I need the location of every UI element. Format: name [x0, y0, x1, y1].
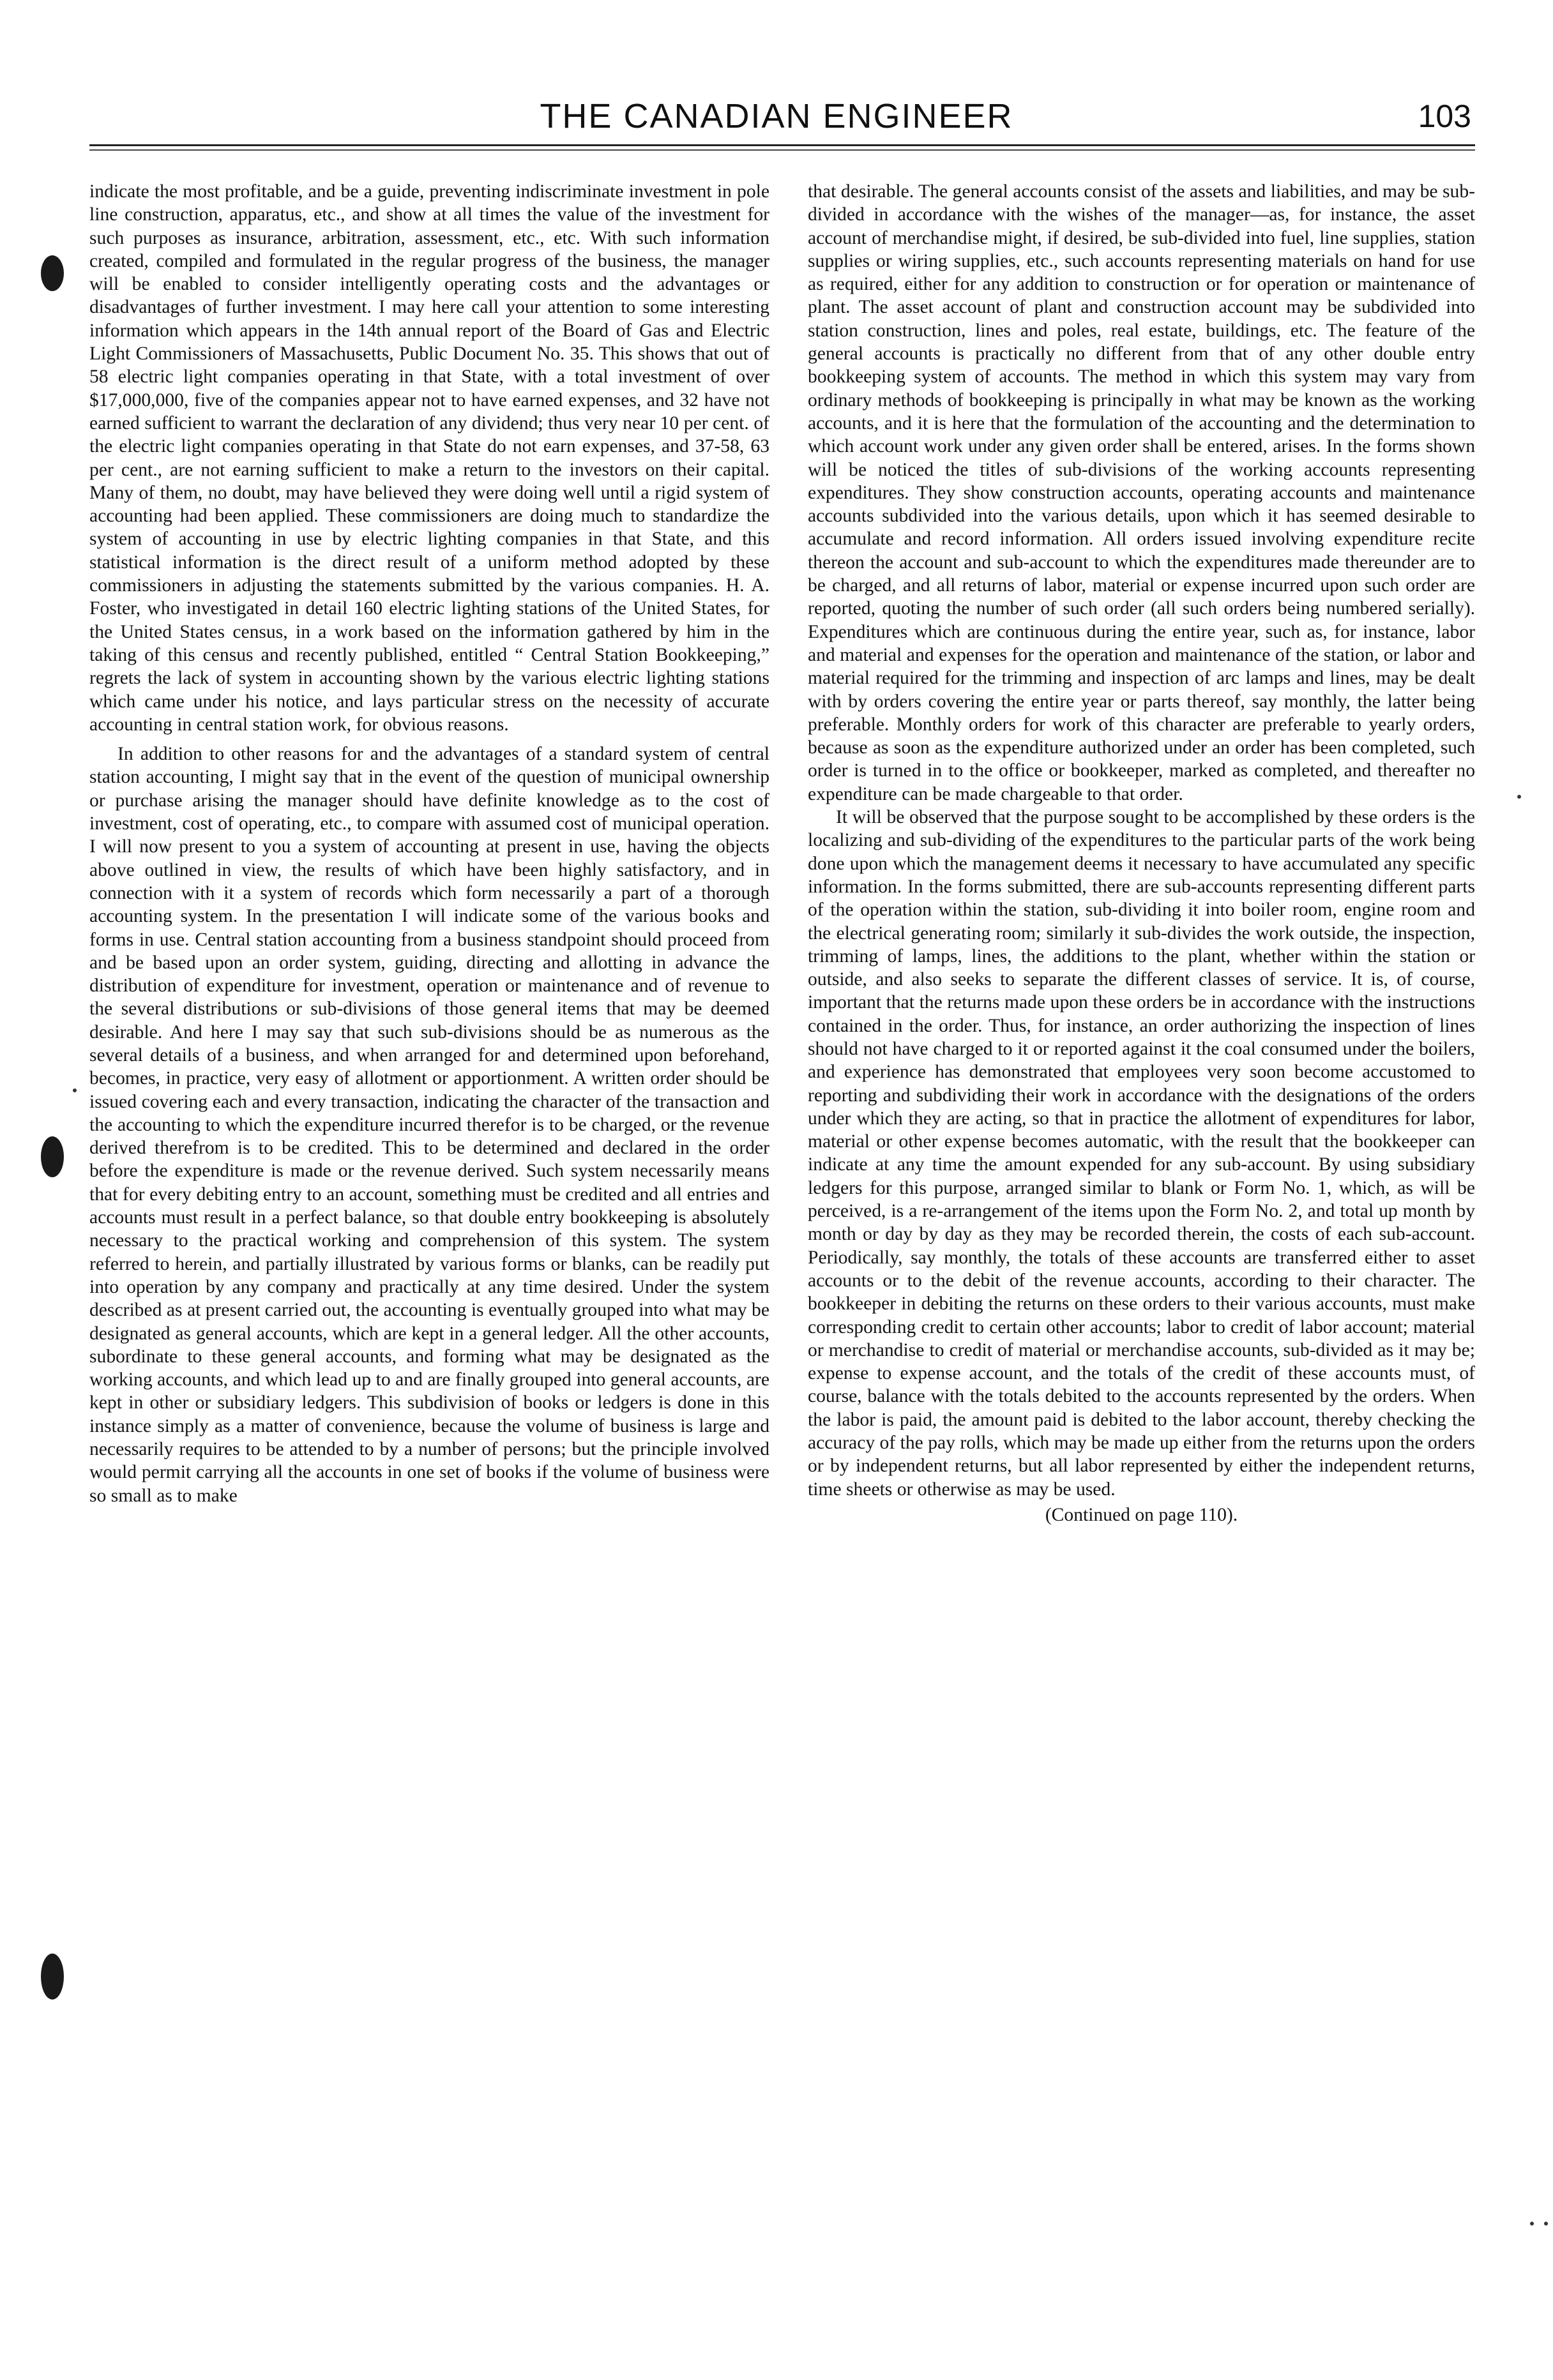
stray-mark — [1530, 2222, 1534, 2226]
stray-mark — [1517, 795, 1521, 799]
body-paragraph: that desirable. The general accounts consist of the assets and liabilities, and may be sub-divided in accordance with the wishes of the manager—as, for instance, the asset account of merchandise might, if desired, be sub-divided into fuel, line supplies, station supplies or wiring supplies, etc., such accounts representing materials on hand for use as required, either for any addition to construction or for operation or maintenance of plant. The asset account of plant and construction account may be subdivided into station construction, lines and poles, real estate, buildings, etc. The feature of the general accounts is practically no different from that of any other double entry bookkeeping system of accounts. The method in which this system may vary from ordinary methods of bookkeeping is principally in what may be known as the working accounts, and it is here that the formulation of the accounting and the determination to which account work under any given order shall be entered, arises. In the forms shown will be noticed the titles of sub-divisions of the working accounts representing expenditures. They show construction accounts, operating accounts and maintenance accounts subdivided into the various details, upon which it has seemed desirable to accumulate and record information. All orders issued involving expenditure recite thereon the account and sub-account to which the expenditures made thereunder are to be charged, and all returns of labor, material or expense incurred upon such order are reported, quoting the number of such order (all such orders being numbered serially). Expenditures which are continuous during the entire year, such as, for instance, labor and material and expenses for the operation and maintenance of the station, or labor and material required for the trimming and inspection of arc lamps and lines, may be dealt with by orders covering the entire year or parts thereof, say monthly, the latter being preferable. Monthly orders for work of this character are preferable to yearly orders, because as soon as the expenditure authorized under an order has been completed, such order is turned in to the office or bookkeeper, marked as completed, and thereafter no expenditure can be made chargeable to that order. — [808, 181, 1475, 804]
stray-mark — [1544, 2222, 1548, 2226]
journal-title: THE CANADIAN ENGINEER — [540, 97, 1013, 135]
binding-hole — [41, 1136, 64, 1177]
binding-hole — [41, 1954, 64, 2000]
body-paragraph: In addition to other reasons for and the advantages of a standard system of central station accounting, I might say that in the event of the question of municipal ownership or purchase arising the manager should have definite knowledge as to the cost of investment, cost of operating, etc., to compare with assumed cost of municipal operation. I will now present to you a system of accounting at present in use, having the objects above outlined in view, the results of which have been highly satisfactory, and in connection with it a system of records which form necessarily a part of a thorough accounting system. In the presentation I will indicate some of the various books and forms in use. Central station accounting from a business standpoint should proceed from and be based upon an order system, guiding, directing and allotting in advance the distribution of expenditure for investment, operation or maintenance and of revenue to the several distributions or sub-divisions of those general items that may be deemed desirable. And here I may say that such sub-divisions should be as numerous as the several details of a business, and when arranged for and determined upon beforehand, becomes, in practice, very easy of allotment or apportionment. A written order should be issued covering each and every transaction, indicating the character of the transaction and the accounting to which the expenditure incurred therefor is to be charged, or the revenue derived therefrom is to be credited. This to be determined and declared in the order before the expenditure is made or the revenue derived. Such system necessarily means that for every debiting entry to an account, something must be credited and all entries and accounts must result in a perfect balance, so that double entry bookkeeping is absolutely necessary to the practical working and comprehension of this system. The system referred to herein, and partially illustrated by various forms or blanks, can be readily put into operation by any company and practically at any time desired. Under the system described as at present carried out, the accounting is eventually grouped into what may be designated as general accounts, which are kept in a general ledger. All the other accounts, subordinate to these general accounts, and forming what may be designated as the working accounts, and which lead up to and are finally grouped into general accounts, are kept in other or subsidiary ledgers. This subdivision of books or ledgers is done in this instance simply as a matter of convenience, because the volume of business is large and necessarily requires to be attended to by a number of persons; but the principle involved would permit carrying all the accounts in one set of books if the volume of business were so small as to make — [89, 744, 769, 1506]
header-rule — [89, 144, 1475, 146]
page-number: 103 — [1418, 98, 1471, 134]
left-column — [89, 180, 769, 2344]
running-head — [0, 96, 1553, 137]
body-paragraph: It will be observed that the purpose sought to be accomplished by these orders is the localizing and sub-dividing of the expenditures to the particular parts of the work being done upon which the management deems it necessary to have accumulated any specific information. In the forms submitted, there are sub-accounts representing different parts of the operation within the station, sub-dividing it into boiler room, engine room and the electrical generating room; similarly it sub-divides the work outside, the inspection, trimming of lamps, lines, the additions to the plant, whether within the station or outside, and also seeks to separate the different classes of service. It is, of course, important that the returns made upon these orders be in accordance with the instructions contained in the order. Thus, for instance, an order authorizing the inspection of lines should not have charged to it or reported against it the coal consumed under the boilers, and experience has demonstrated that employees very soon become accustomed to reporting and subdividing their work in accordance with the designations of the orders under which they are acting, so that in practice the allotment of expenditures for labor, material or other expense becomes automatic, with the result that the bookkeeper can indicate at any time the amount expended for any sub-account. By using subsidiary ledgers for this purpose, arranged similar to blank or Form No. 1, which, as will be perceived, is a re-arrangement of the items upon the Form No. 2, and total up month by month or day by day as they may be recorded therein, the costs of each sub-account. Periodically, say monthly, the totals of these accounts are transferred either to asset accounts or to the debit of the revenue accounts, according to their character. The bookkeeper in debiting the returns on these orders to their various accounts, must make corresponding credit to certain other accounts; labor to credit of labor account; material or merchandise to credit of material or merchandise accounts, sub-divided as it may be; expense to expense account, and the totals of the credit of these accounts must, of course, balance with the totals debited to the accounts represented by the orders. When the labor is paid, the amount paid is debited to the labor account, thereby checking the accuracy of the pay rolls, which may be made up either from the returns upon the orders or by independent returns, but all labor represented by either the independent returns, time sheets or otherwise as may be used. — [808, 807, 1475, 1500]
header-rule-lower — [89, 149, 1475, 151]
right-column — [808, 180, 1475, 2344]
binding-hole — [41, 255, 64, 291]
stray-mark — [73, 1088, 77, 1092]
body-paragraph: indicate the most profitable, and be a guide, preventing indiscriminate investment in pole line construction, apparatus, etc., and show at all times the value of the investment for such purposes as insurance, arbitration, assessment, etc., etc. With such information created, compiled and formulated in the regular progress of the business, the manager will be enabled to consider intelligently operating costs and the advantages or disadvantages of further investment. I may here call your attention to some interesting information which appears in the 14th annual report of the Board of Gas and Electric Light Commissioners of Massachusetts, Public Document No. 35. This shows that out of 58 electric light companies operating in that State, with a total investment of over $17,000,000, five of the companies appear not to have earned expenses, and 32 have not earned sufficient to warrant the declaration of any dividend; thus very near 10 per cent. of the electric light companies operating in that State do not earn expenses, and 37-58, 63 per cent., are not earning sufficient to make a return to the investors on their capital. Many of them, no doubt, may have believed they were doing well until a rigid system of accounting had been applied. These commissioners are doing much to standardize the system of accounting in use by electric lighting companies in that State, and this statistical information is the direct result of a uniform method adopted by these commissioners in adjusting the statements submitted by the various companies. H. A. Foster, who investigated in detail 160 electric lighting stations of the United States, for the United States census, in a work based on the information gathered by him in the taking of this census and recently published, entitled “ Central Station Bookkeeping,” regrets the lack of system in accounting shown by the various electric lighting stations which came under his notice, and lays particular stress on the necessity of accurate accounting in central station work, for obvious reasons. — [89, 181, 769, 735]
continued-note: (Continued on page 110). — [1045, 1504, 1238, 1525]
